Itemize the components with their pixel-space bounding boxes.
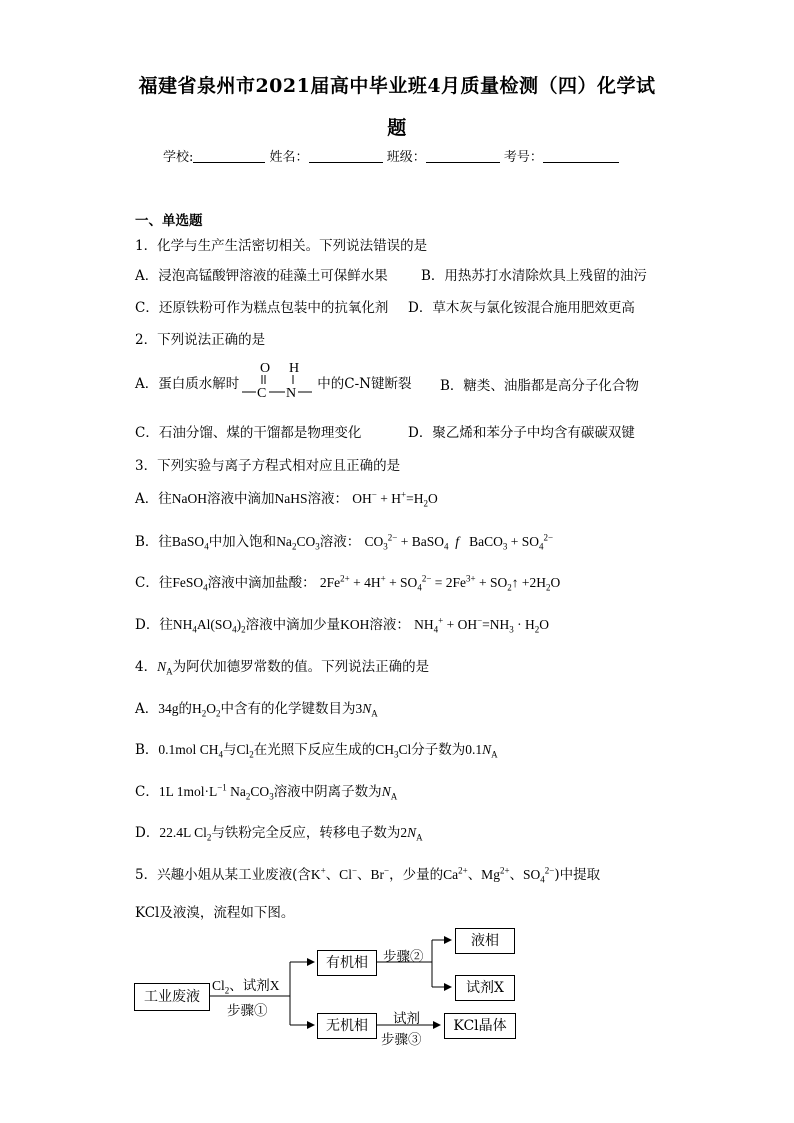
q4-option-b[interactable]: B．0.1mol $CH_4$与$Cl_2$在光照下反应生成的$CH_3Cl$分子数为$0.1N_A$: [135, 742, 498, 760]
number-label: 考号：: [503, 150, 543, 165]
flow-box-source: 工业废液: [134, 983, 210, 1011]
flow-box-reagent-x: 试剂X: [455, 975, 515, 1001]
q2-option-d[interactable]: D．聚乙烯和苯分子中均含有碳碳双键: [408, 425, 635, 441]
q2-a-suffix: 中的C-N键断裂: [317, 376, 412, 392]
section-heading: 一、单选题: [135, 213, 203, 229]
flow-label-reagent2: 试剂: [393, 1011, 420, 1027]
flow-box-product: KCl晶体: [444, 1013, 516, 1039]
q4-option-c[interactable]: C．1L $1mol\cdot L^{-1}$ $Na_2CO_3$溶液中阴离子数为$N_A$: [135, 782, 398, 802]
svg-text:C: C: [257, 386, 267, 401]
q4-stem: 4．$N_A$为阿伏加德罗常数的值。下列说法正确的是: [135, 659, 430, 677]
q5-stem-line2: KCl及液溴，流程如下图。: [135, 905, 295, 921]
class-label: 班级：: [386, 150, 426, 165]
q3-option-c[interactable]: C．往FeSO$_4$溶液中滴加盐酸： $2Fe^{2+} + 4H^+ + SO_4^{2-} = 2Fe^{3+}$ + $SO_2↑ +2H_2O$: [135, 573, 561, 593]
q2-a-prefix: A．蛋白质水解时: [135, 376, 240, 392]
flow-box-inorganic: 无机相: [317, 1013, 377, 1039]
q5-stem: 5．兴趣小姐从某工业废液(含K+、Cl−、Br−，少量的$Ca^{2+}$、$Mg^{2+}$、$SO_4^{2-}$)中提取: [135, 865, 601, 885]
q4-option-d[interactable]: D．22.4L $Cl_2$与铁粉完全反应，转移电子数为$2N_A$: [135, 825, 423, 843]
q2-option-c[interactable]: C．石油分馏、煤的干馏都是物理变化: [135, 425, 362, 441]
svg-text:H: H: [289, 361, 300, 376]
q1-option-c[interactable]: C．还原铁粉可作为糕点包装中的抗氧化剂: [135, 300, 389, 316]
q3-option-d[interactable]: D．往$NH_4Al(SO_4)_2$溶液中滴加少量KOH溶液： $NH_4^+ + OH^-=NH_3 \cdot H_2O$: [135, 615, 550, 635]
flow-label-step1: 步骤①: [227, 1003, 268, 1019]
flow-box-liquid: 液相: [455, 928, 515, 954]
page-title: 福建省泉州市2021届高中毕业班4月质量检测（四）化学试: [138, 75, 656, 97]
q3-d-equation: $NH_4^+ + OH^-=NH_3 \cdot H_2O$: [414, 615, 550, 635]
flow-label-step2: 步骤②: [383, 949, 424, 965]
svg-text:O: O: [260, 361, 271, 376]
q3-a-equation: $OH^- + H^+=H_2O$: [352, 489, 438, 509]
q1-option-a[interactable]: A．浸泡高锰酸钾溶液的硅藻土可保鲜水果: [135, 268, 388, 284]
q3-b-equation: $CO_3^{2-}$ + BaSO$_4$ f BaCO$_3$ + $SO_4^{2-}$: [364, 532, 554, 552]
q2-option-b[interactable]: B．糖类、油脂都是高分子化合物: [440, 378, 639, 394]
flow-label-reagent: $Cl_2$、试剂X: [212, 978, 280, 996]
q1-option-b[interactable]: B．用热苏打水清除炊具上残留的油污: [421, 268, 647, 284]
page-title-continued: 题: [387, 117, 407, 139]
school-label: 学校:: [163, 150, 194, 165]
name-label: 姓名：: [269, 150, 309, 165]
q1-option-d[interactable]: D．草木灰与氯化铵混合施用肥效更高: [408, 300, 635, 316]
q4-option-a[interactable]: A．34g的$H_2O_2$中含有的化学键数目为$3N_A$: [135, 701, 378, 719]
svg-text:N: N: [286, 386, 297, 401]
q3-stem: 3．下列实验与离子方程式相对应且正确的是: [135, 458, 401, 474]
q3-option-b[interactable]: B．往BaSO$_4$中加入饱和$Na_2CO_3$溶液： $CO_3^{2-}$ + BaSO$_4$ f BaCO$_3$ + $SO_4^{2-}$: [135, 532, 554, 552]
flow-box-organic: 有机相: [317, 950, 377, 976]
q1-stem: 1．化学与生产生活密切相关。下列说法错误的是: [135, 238, 428, 254]
q3-option-a[interactable]: A．往NaOH溶液中滴加NaHS溶液： $OH^- + H^+=H_2O$: [135, 489, 438, 509]
flow-label-step3: 步骤③: [381, 1032, 422, 1048]
q2-stem: 2．下列说法正确的是: [135, 332, 266, 348]
q3-c-equation: $2Fe^{2+} + 4H^+ + SO_4^{2-} = 2Fe^{3+}$ + $SO_2↑ +2H_2O$: [319, 573, 561, 593]
